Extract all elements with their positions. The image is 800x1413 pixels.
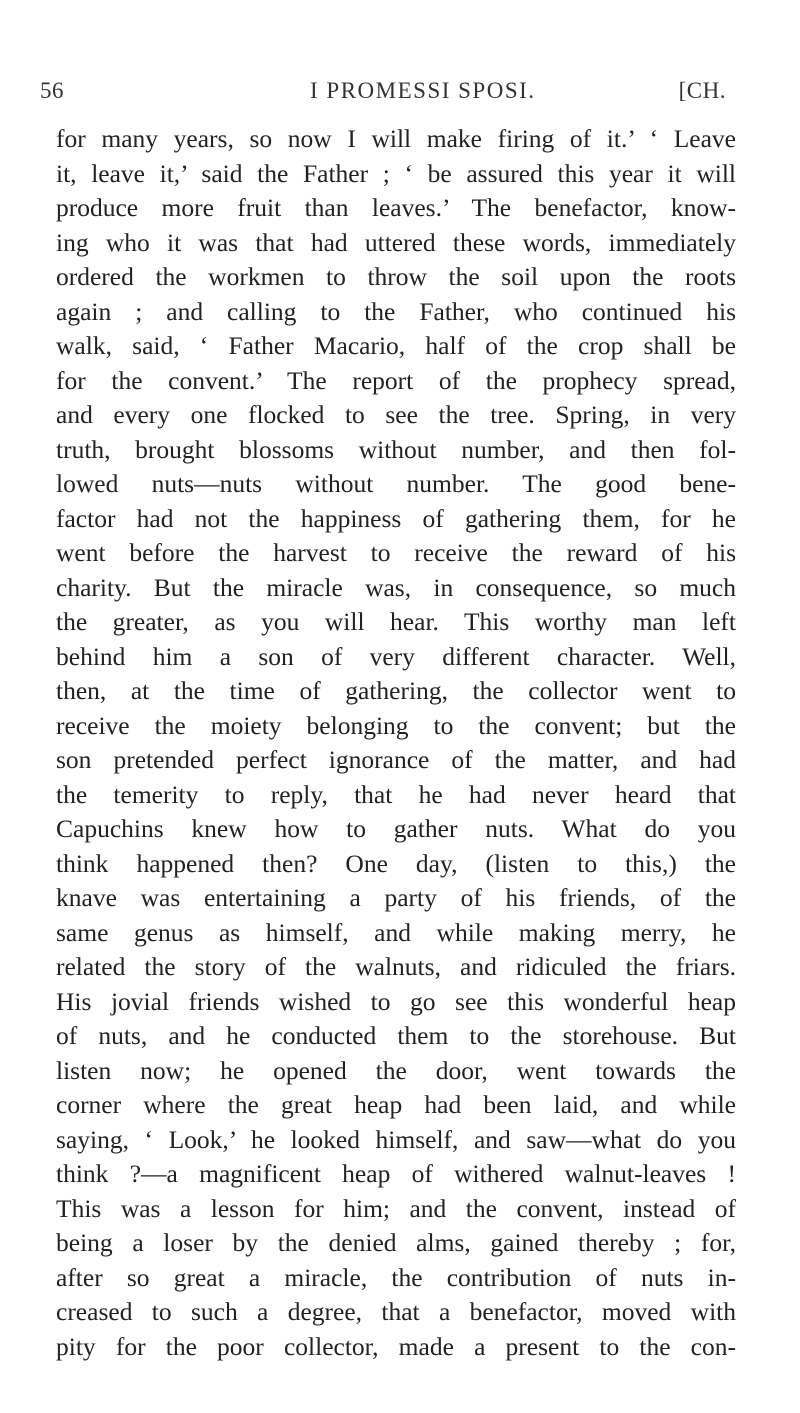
text-line: listen now; he opened the door, went towards the [56,1055,736,1085]
text-line: knave was entertaining a party of his friends, of the [56,883,736,912]
text-line: then, at the time of gathering, the collector went to [56,676,736,705]
chapter-reference: [CH. [678,78,726,103]
text-line: ordered the workmen to throw the soil upon the roots [56,262,736,291]
text-line: This was a lesson for him; and the convent, instead of [56,1193,736,1223]
text-line: creased to such a degree, that a benefactor, moved with [56,1297,736,1326]
text-line: of nuts, and he conducted them to the storehouse. But [56,1021,736,1050]
text-line: pity for the poor collector, made a present to the con- [56,1331,736,1361]
text-line: think happened then? One day, (listen to this,) the [56,848,736,878]
text-line: after so great a miracle, the contribution of nuts in- [56,1262,736,1292]
text-line: charity. But the miracle was, in consequence, so much [56,572,736,602]
text-line: His jovial friends wished to go see this wonderful heap [56,986,736,1016]
text-line: walk, said, ‘ Father Macario, half of the crop shall be [56,331,736,360]
text-line: Capuchins knew how to gather nuts. What do you [56,814,736,843]
text-line: went before the harvest to receive the reward of his [56,538,736,567]
text-line: saying, ‘ Look,’ he looked himself, and saw—what do you [56,1124,736,1154]
running-head [40,78,726,110]
text-line: related the story of the walnuts, and ridiculed the friars. [56,952,736,981]
text-line: son pretended perfect ignorance of the matter, and had [56,745,736,774]
text-line: again ; and calling to the Father, who continued his [56,296,736,326]
text-line: and every one flocked to see the tree. Spring, in very [56,400,736,429]
text-line: think ?—a magnificent heap of withered walnut-leaves ! [56,1159,736,1188]
text-line: factor had not the happiness of gathering them, for he [56,503,736,533]
text-line: the greater, as you will hear. This worthy man left [56,607,736,636]
text-line: for many years, so now I will make firing of it.’ ‘ Leave [56,124,736,153]
text-line: truth, brought blossoms without number, and then fol- [56,434,736,464]
text-line: for the convent.’ The report of the prophecy spread, [56,365,736,395]
body-text [56,122,736,1364]
running-title: I PROMESSI SPOSI. [310,78,536,103]
text-line: produce more fruit than leaves.’ The benefactor, know- [56,193,736,222]
text-line: lowed nuts—nuts without number. The good bene- [56,469,736,498]
text-line: same genus as himself, and while making merry, he [56,917,736,947]
page-number: 56 [40,78,64,103]
text-line: it, leave it,’ said the Father ; ‘ be assured this year it will [56,158,736,188]
text-line: being a loser by the denied alms, gained thereby ; for, [56,1228,736,1257]
text-line: behind him a son of very different character. Well, [56,641,736,671]
text-line: ing who it was that had uttered these words, immediately [56,227,736,257]
text-line: receive the moiety belonging to the convent; but the [56,710,736,740]
text-line: corner where the great heap had been laid, and while [56,1090,736,1119]
text-line: the temerity to reply, that he had never heard that [56,779,736,809]
